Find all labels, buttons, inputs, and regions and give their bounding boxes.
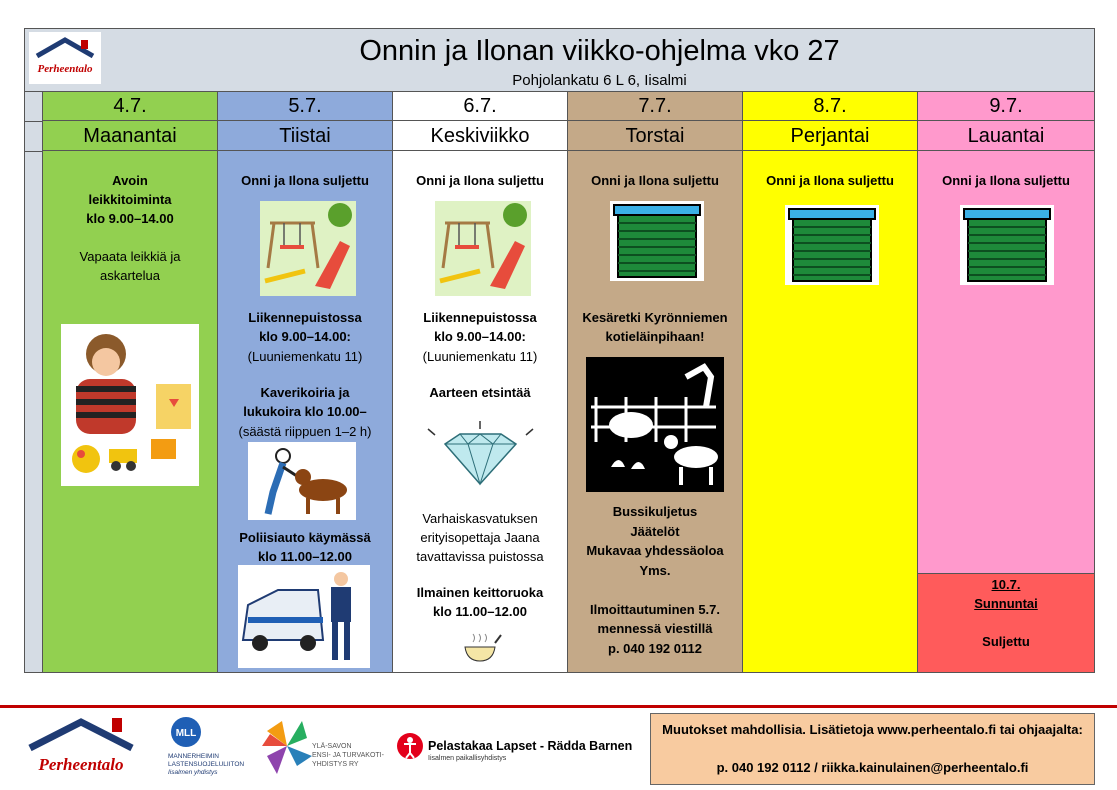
svg-text:Iisalmen paikallisyhdistys: Iisalmen paikallisyhdistys: [428, 755, 507, 762]
closed-shutter-icon: [960, 205, 1054, 285]
text-line: Liikennepuistossa: [248, 310, 362, 325]
note-line-2: p. 040 192 0112 / riikka.kainulainen@perheentalo.fi: [716, 760, 1029, 775]
mll-logo: [166, 716, 256, 778]
contact-note: [650, 713, 1095, 785]
day-date: 9.7.: [918, 92, 1094, 121]
text-line: Onni ja Ilona suljettu: [766, 173, 894, 188]
child-playing-illustration: [61, 324, 199, 486]
farm-animals-picture: [586, 357, 724, 492]
day-column-wednesday: [393, 92, 568, 672]
text-line: Vapaata leikkiä ja: [79, 249, 181, 264]
playground-picture: [260, 201, 356, 296]
text-line: kotieläinpihaan!: [605, 329, 705, 344]
text-line: (säästä riippuen 1–2 h): [238, 424, 372, 439]
day-name: Torstai: [568, 121, 742, 151]
svg-text:Perheentalo: Perheentalo: [37, 63, 93, 75]
note-line-1: Muutokset mahdollisia. Lisätietoja www.perheentalo.fi tai ohjaajalta:: [662, 722, 1083, 737]
police-car-picture: [238, 565, 370, 668]
text-line: tavattavissa puistossa: [416, 549, 544, 564]
text-line: Onni ja Ilona suljettu: [416, 173, 544, 188]
text-line: Onni ja Ilona suljettu: [591, 173, 719, 188]
sunday-date: 10.7.: [991, 577, 1021, 592]
closed-shutter-icon: [785, 205, 879, 285]
text-line: klo 9.00–14.00: [86, 211, 174, 226]
svg-text:Iisalmen yhdistys: Iisalmen yhdistys: [168, 769, 218, 776]
day-column-monday: [43, 92, 218, 672]
text-line: Liikennepuistossa: [423, 310, 537, 325]
day-column-tuesday: [218, 92, 393, 672]
text-line: p. 040 192 0112: [608, 641, 702, 656]
day-date: 4.7.: [43, 92, 217, 121]
text-line: klo 11.00–12.00: [433, 604, 527, 619]
text-line: askartelua: [100, 268, 160, 283]
playground-picture: [435, 201, 531, 296]
footer-divider: [0, 705, 1117, 708]
text-line: Ilmoittautuminen 5.7.: [589, 602, 720, 617]
text-line: Yms.: [639, 563, 671, 578]
day-date: 7.7.: [568, 92, 742, 121]
text-line: Bussikuljetus: [612, 504, 698, 519]
text-line: Varhaiskasvatuksen: [422, 511, 538, 526]
text-line: Kaverikoiria ja: [260, 385, 350, 400]
text-line: (Luuniemenkatu 11): [422, 349, 538, 364]
text-line: Aarteen etsintää: [429, 385, 531, 400]
left-gutter: [25, 92, 43, 672]
text-line: (Luuniemenkatu 11): [247, 349, 363, 364]
text-line: leikkitoiminta: [88, 192, 172, 207]
text-line: Avoin: [112, 173, 148, 188]
soup-bowl-icon: [463, 631, 503, 665]
svg-text:YHDISTYS RY: YHDISTYS RY: [312, 761, 359, 768]
svg-text:ENSI- JA TURVAKOTI-: ENSI- JA TURVAKOTI-: [312, 752, 384, 759]
day-date: 5.7.: [218, 92, 392, 121]
svg-text:Perheentalo: Perheentalo: [38, 755, 124, 774]
text-line: mennessä viestillä: [597, 621, 713, 636]
text-line: klo 9.00–14.00:: [259, 329, 351, 344]
weekly-schedule-table: [24, 28, 1095, 673]
svg-text:Pelastakaa Lapset - Rädda Barn: Pelastakaa Lapset - Rädda Barnen: [428, 739, 633, 753]
svg-text:MANNERHEIMIN: MANNERHEIMIN: [168, 753, 219, 760]
sunday-cell: [918, 573, 1094, 672]
day-name: Keskiviikko: [393, 121, 567, 151]
page-title: Onnin ja Ilonan viikko-ohjelma vko 27: [359, 35, 840, 67]
text-line: klo 9.00–14.00:: [434, 329, 526, 344]
perheentalo-logo-small: [29, 32, 101, 84]
text-line: erityisopettaja Jaana: [420, 530, 540, 545]
diamond-icon: [423, 419, 538, 489]
text-line: Kesäretki Kyrönniemen: [582, 310, 728, 325]
day-column-thursday: [568, 92, 743, 672]
text-line: Ilmainen keittoruoka: [416, 585, 544, 600]
svg-text:MLL: MLL: [175, 728, 197, 739]
perheentalo-logo: [26, 716, 136, 776]
text-line: Poliisiauto käymässä: [239, 530, 371, 545]
address: Pohjolankatu 6 L 6, Iisalmi: [512, 72, 687, 89]
day-column-saturday: [918, 92, 1094, 672]
text-line: Jäätelöt: [630, 524, 680, 539]
sunday-status: Suljettu: [982, 634, 1030, 649]
text-line: Onni ja Ilona suljettu: [241, 173, 369, 188]
text-line: Onni ja Ilona suljettu: [942, 173, 1070, 188]
day-date: 6.7.: [393, 92, 567, 121]
day-name: Lauantai: [918, 121, 1094, 151]
schedule-header: [25, 29, 1094, 92]
closed-shutter-icon: [610, 201, 704, 281]
svg-text:YLÄ-SAVON: YLÄ-SAVON: [312, 743, 352, 750]
day-name: Maanantai: [43, 121, 217, 151]
sunday-name: Sunnuntai: [974, 596, 1038, 611]
day-column-friday: [743, 92, 918, 672]
text-line: klo 11.00–12.00: [258, 549, 352, 564]
pelastakaa-lapset-logo: [396, 728, 646, 768]
day-name: Perjantai: [743, 121, 917, 151]
day-date: 8.7.: [743, 92, 917, 121]
text-line: lukukoira klo 10.00–: [243, 404, 367, 419]
ylasavo-logo: [262, 716, 392, 778]
day-name: Tiistai: [218, 121, 392, 151]
text-line: Mukavaa yhdessäoloa: [586, 543, 724, 558]
person-with-dog-picture: [248, 442, 356, 520]
svg-text:LASTENSUOJELULIITON: LASTENSUOJELULIITON: [168, 761, 245, 768]
